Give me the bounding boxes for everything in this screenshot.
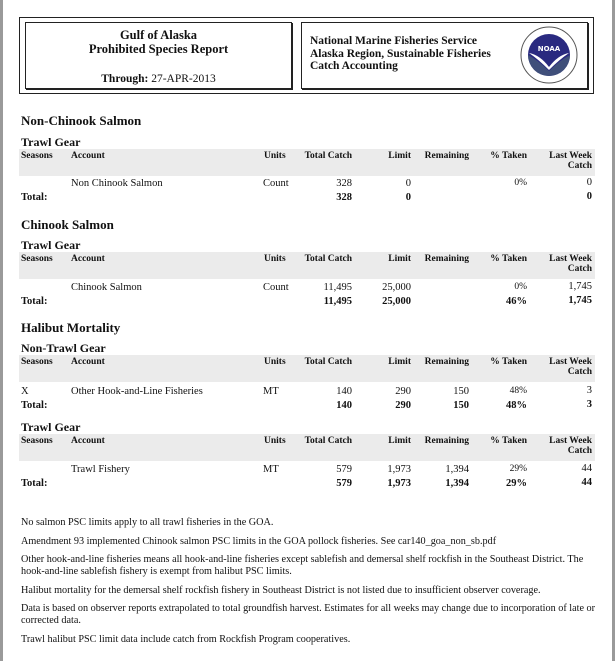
col-units: Units	[264, 436, 286, 446]
total-limit: 1,973	[387, 478, 411, 489]
col-last-week-catch	[549, 436, 592, 456]
col-limit: Limit	[388, 436, 411, 446]
total-remaining: 1,394	[445, 478, 469, 489]
through-label: Through:	[101, 73, 149, 85]
cell-pct-taken: 0%	[514, 178, 527, 188]
col-last-week-catch	[549, 357, 592, 377]
agency-box	[301, 22, 588, 89]
total-limit: 290	[395, 400, 411, 411]
cell-limit: 1,973	[387, 464, 411, 475]
cell-account: Trawl Fishery	[71, 464, 130, 475]
total-label: Total:	[21, 478, 48, 489]
cell-account: Non Chinook Salmon	[71, 178, 163, 189]
noaa-logo-icon	[520, 26, 578, 84]
col-total-catch: Total Catch	[304, 151, 352, 161]
note: Halibut mortality for the demersal shelf rockfish fishery in Southeast District is not listed due to insufficient observer coverage.	[21, 584, 541, 596]
total-last-week: 3	[586, 399, 592, 410]
total-limit: 25,000	[382, 296, 411, 307]
col-last-week-line2: Catch	[567, 446, 592, 456]
cell-pct-taken: 0%	[514, 282, 527, 292]
total-label: Total:	[21, 400, 48, 411]
cell-pct-taken: 29%	[509, 464, 527, 474]
cell-last-week: 1,745	[568, 281, 592, 292]
col-last-week-line1: Last Week	[549, 254, 592, 264]
total-label: Total:	[21, 296, 48, 307]
table-row	[19, 280, 595, 294]
cell-total-catch: 140	[336, 386, 352, 397]
col-limit: Limit	[388, 151, 411, 161]
col-account: Account	[71, 151, 105, 161]
gear-title: Trawl Gear	[21, 135, 81, 149]
cell-account: Other Hook-and-Line Fisheries	[71, 386, 203, 397]
total-catch: 579	[336, 478, 352, 489]
agency-line: National Marine Fisheries Service	[310, 35, 478, 47]
note: Data is based on observer reports extrapolated to total groundfish harvest. Estimates for all weeks may change due to incorporation of late or corrected data.	[21, 603, 595, 626]
col-account: Account	[71, 436, 105, 446]
col-last-week-line2: Catch	[567, 367, 592, 377]
col-seasons: Seasons	[21, 357, 53, 367]
col-last-week-line1: Last Week	[549, 357, 592, 367]
col-remaining: Remaining	[424, 357, 469, 367]
total-catch: 328	[336, 192, 352, 203]
total-last-week: 44	[581, 477, 592, 488]
note: Amendment 93 implemented Chinook salmon PSC limits in the GOA pollock fisheries. See car140_goa_non_sb.pdf	[21, 535, 497, 547]
cell-account: Chinook Salmon	[71, 282, 142, 293]
col-last-week-catch	[549, 151, 592, 171]
cell-last-week: 44	[581, 463, 592, 474]
col-seasons: Seasons	[21, 151, 53, 161]
total-last-week: 1,745	[568, 295, 592, 306]
cell-remaining: 150	[453, 386, 469, 397]
col-pct-taken: % Taken	[490, 151, 527, 161]
total-pct-taken: 46%	[506, 296, 527, 307]
agency-name	[310, 35, 491, 73]
through-date-line	[26, 73, 291, 85]
cell-last-week: 0	[586, 177, 592, 188]
table-row	[19, 462, 595, 476]
table-row	[19, 176, 595, 190]
cell-total-catch: 11,495	[323, 282, 352, 293]
table-header	[19, 355, 595, 382]
col-pct-taken: % Taken	[490, 254, 527, 264]
total-pct-taken: 48%	[506, 400, 527, 411]
col-units: Units	[264, 254, 286, 264]
col-last-week-line1: Last Week	[549, 436, 592, 446]
col-last-week-line1: Last Week	[549, 151, 592, 161]
note: Other hook-and-line fisheries means all hook-and-line fisheries except sablefish and demersal shelf rockfish in the Southeast District. The hook-and-line sablefish fishery is exempt from halibut PSC limits.	[21, 554, 584, 577]
col-remaining: Remaining	[424, 436, 469, 446]
page-edge-left	[0, 0, 3, 661]
col-units: Units	[264, 357, 286, 367]
col-last-week-line2: Catch	[567, 161, 592, 171]
total-catch: 140	[336, 400, 352, 411]
cell-remaining: 1,394	[445, 464, 469, 475]
total-row	[19, 190, 595, 204]
report-header	[19, 17, 594, 94]
col-last-week-line2: Catch	[567, 264, 592, 274]
agency-line: Alaska Region, Sustainable Fisheries	[310, 47, 491, 60]
cell-limit: 290	[395, 386, 411, 397]
total-label: Total:	[21, 192, 48, 203]
cell-limit: 0	[405, 178, 411, 189]
col-limit: Limit	[388, 254, 411, 264]
col-limit: Limit	[388, 357, 411, 367]
note: No salmon PSC limits apply to all trawl fisheries in the GOA.	[21, 517, 274, 528]
total-last-week: 0	[586, 191, 592, 202]
gear-title: Trawl Gear	[21, 420, 81, 434]
cell-units: MT	[263, 464, 279, 475]
cell-total-catch: 328	[336, 178, 352, 189]
total-pct-taken: 29%	[506, 478, 527, 489]
report-title-box	[25, 22, 292, 89]
table-row	[19, 384, 595, 398]
col-pct-taken: % Taken	[490, 436, 527, 446]
cell-last-week: 3	[586, 385, 592, 396]
col-remaining: Remaining	[424, 254, 469, 264]
table-header	[19, 149, 595, 176]
col-total-catch: Total Catch	[304, 254, 352, 264]
cell-total-catch: 579	[336, 464, 352, 475]
gear-title: Trawl Gear	[21, 238, 81, 252]
col-total-catch: Total Catch	[304, 357, 352, 367]
region-title: Gulf of Alaska	[119, 28, 198, 42]
noaa-logo-text: NOAA	[537, 45, 561, 53]
table-header	[19, 434, 595, 461]
table-header	[19, 252, 595, 279]
col-seasons: Seasons	[21, 436, 53, 446]
total-remaining: 150	[453, 400, 469, 411]
section-title: Non-Chinook Salmon	[21, 113, 142, 128]
col-remaining: Remaining	[424, 151, 469, 161]
total-row	[19, 476, 595, 490]
col-seasons: Seasons	[21, 254, 53, 264]
col-pct-taken: % Taken	[490, 357, 527, 367]
cell-units: Count	[263, 178, 289, 189]
col-total-catch: Total Catch	[304, 436, 352, 446]
gear-title: Non-Trawl Gear	[21, 341, 106, 355]
total-row	[19, 294, 595, 308]
cell-season: X	[21, 386, 29, 397]
section-title: Chinook Salmon	[21, 217, 114, 232]
agency-line: Catch Accounting	[310, 60, 398, 72]
col-account: Account	[71, 254, 105, 264]
cell-units: Count	[263, 282, 289, 293]
total-limit: 0	[405, 192, 411, 203]
section-title: Halibut Mortality	[21, 320, 121, 335]
report-notes	[21, 517, 596, 652]
cell-pct-taken: 48%	[509, 386, 527, 396]
cell-limit: 25,000	[382, 282, 411, 293]
cell-units: MT	[263, 386, 279, 397]
note: Trawl halibut PSC limit data include catch from Rockfish Program cooperatives.	[21, 633, 351, 645]
through-date: 27-APR-2013	[151, 73, 216, 85]
col-last-week-catch	[549, 254, 592, 274]
total-catch: 11,495	[323, 296, 352, 307]
report-title: Prohibited Species Report	[88, 42, 229, 56]
col-units: Units	[264, 151, 286, 161]
total-row	[19, 398, 595, 412]
col-account: Account	[71, 357, 105, 367]
